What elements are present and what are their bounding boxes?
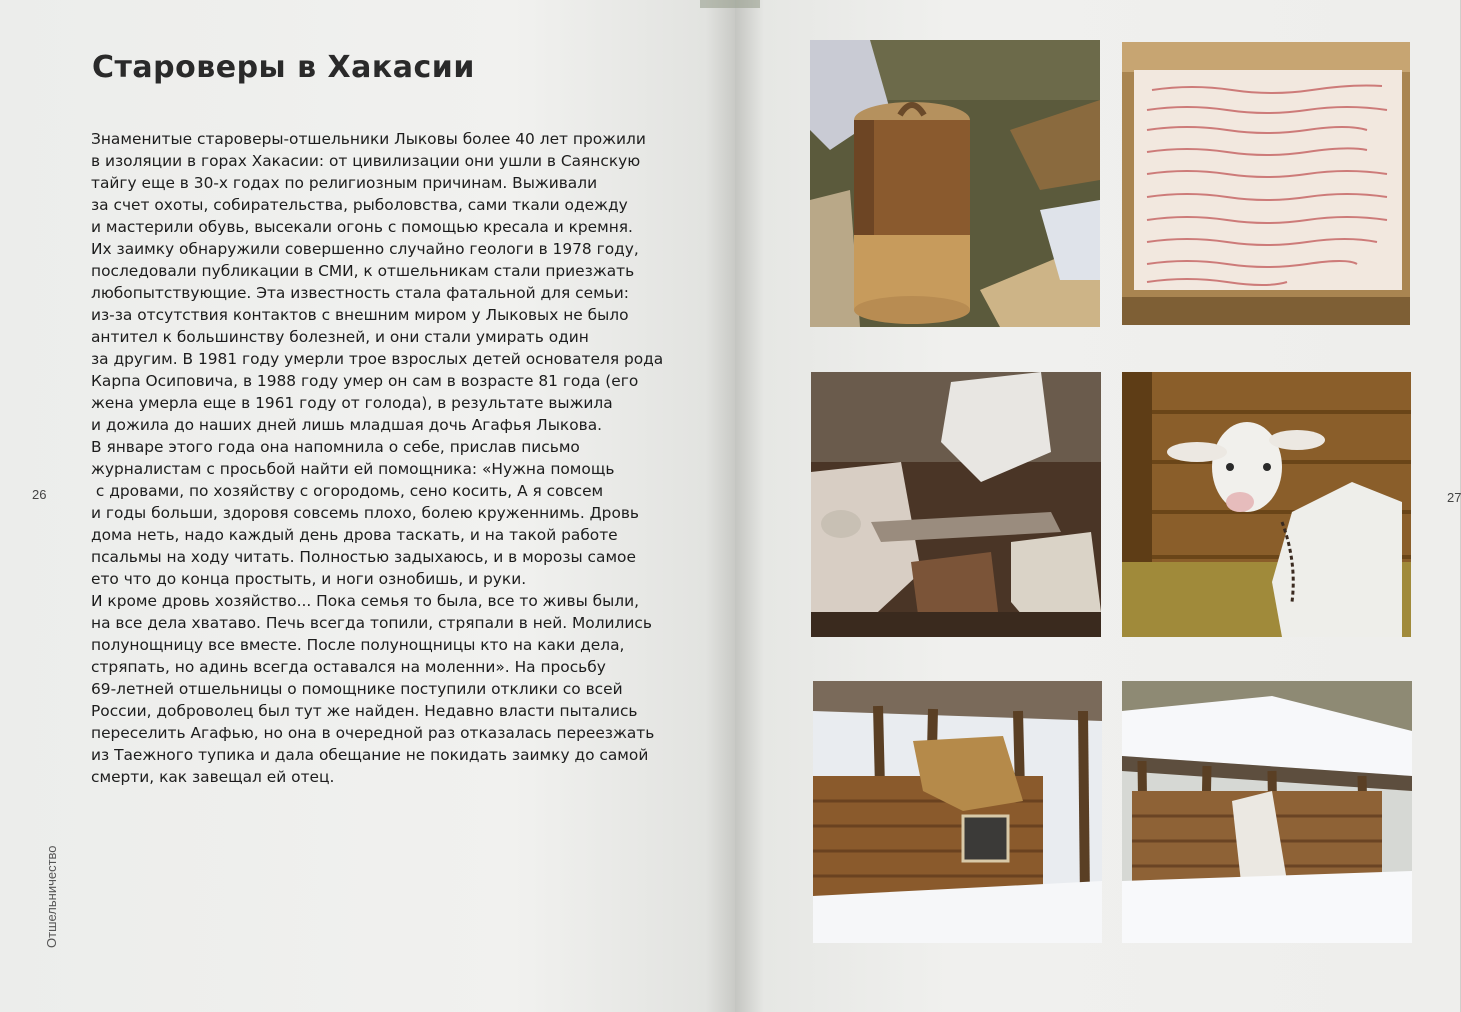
body-line: антител к большинству болезней, и они стали умирать один (91, 328, 589, 346)
body-line: дома неть, надо каждый день дрова таскать, и на такой работе (91, 526, 618, 544)
log-cabin-winter-photo (813, 681, 1102, 943)
section-label: Отшельничество (44, 845, 59, 948)
page-number-right: 27 (1447, 490, 1461, 505)
body-line: 69-летней отшельницы о помощнике поступили отклики со всей (91, 680, 623, 698)
body-line: тайгу еще в 30-х годах по религиозным причинам. Выживали (91, 174, 598, 192)
body-line: переселить Агафью, но она в очередной раз отказалась переезжать (91, 724, 655, 742)
body-line: Карпа Осиповича, в 1988 году умер он сам в возрасте 81 года (его (91, 372, 639, 390)
body-line: за счет охоты, собирательства, рыболовства, сами ткали одежду (91, 196, 628, 214)
article-body (91, 128, 711, 788)
body-line: полунощницу все вместе. После полунощницы кто на каки дела, (91, 636, 625, 654)
body-line: журналистам с просьбой найти ей помощника: «Нужна помощь (91, 460, 615, 478)
body-line: и мастерили обувь, высекали огонь с помощью кресала и кремня. (91, 218, 633, 236)
body-line: псальмы на ходу читать. Полностью задыхаюсь, и в морозы самое (91, 548, 636, 566)
body-line: в изоляции в горах Хакасии: от цивилизации они ушли в Саянскую (91, 152, 641, 170)
log-cabin-snow-photo (1122, 681, 1412, 943)
body-line: ето что до конца простыть, и ноги ознобишь, и руки. (91, 570, 527, 588)
body-line: Знаменитые староверы-отшельники Лыковы более 40 лет прожили (91, 130, 646, 148)
handwritten-sign-photo (1122, 42, 1410, 325)
article-title: Староверы в Хакасии (92, 50, 475, 85)
body-line: и годы больши, здоровя совсемь плохо, болею круженнимь. Дровь (91, 504, 640, 522)
goat-in-barn-photo (1122, 372, 1411, 637)
binding-strip (700, 0, 760, 8)
body-line: из-за отсутствия контактов с внешним миром у Лыковых не было (91, 306, 629, 324)
body-line: России, доброволец был тут же найден. Недавно власти пытались (91, 702, 638, 720)
household-items-photo (811, 372, 1101, 637)
body-line: И кроме дровь хозяйство... Пока семья то была, все то живы были, (91, 592, 640, 610)
body-line: Их заимку обнаружили совершенно случайно геологи в 1978 году, (91, 240, 639, 258)
body-line: любопытствующие. Эта известность стала фатальной для семьи: (91, 284, 629, 302)
body-line: из Таежного тупика и дала обещание не покидать заимку до самой (91, 746, 649, 764)
body-line: В январе этого года она напомнила о себе, прислав письмо (91, 438, 580, 456)
body-line: на все дела хватаво. Печь всегда топили, стряпали в ней. Молились (91, 614, 652, 632)
body-line: стряпать, но адинь всегда оставался на моленни». На просьбу (91, 658, 606, 676)
body-line: за другим. В 1981 году умерли трое взрослых детей основателя рода (91, 350, 664, 368)
body-line: и дожила до наших дней лишь младшая дочь Агафья Лыкова. (91, 416, 603, 434)
body-line: с дровами, по хозяйству с огородомь, сено косить, А я совсем (91, 482, 604, 500)
page-number-left: 26 (32, 487, 47, 502)
birch-bark-container-photo (810, 40, 1100, 327)
body-line: последовали публикации в СМИ, к отшельникам стали приезжать (91, 262, 635, 280)
body-line: смерти, как завещал ей отец. (91, 768, 335, 786)
body-line: жена умерла еще в 1961 году от голода), в результате выжила (91, 394, 613, 412)
